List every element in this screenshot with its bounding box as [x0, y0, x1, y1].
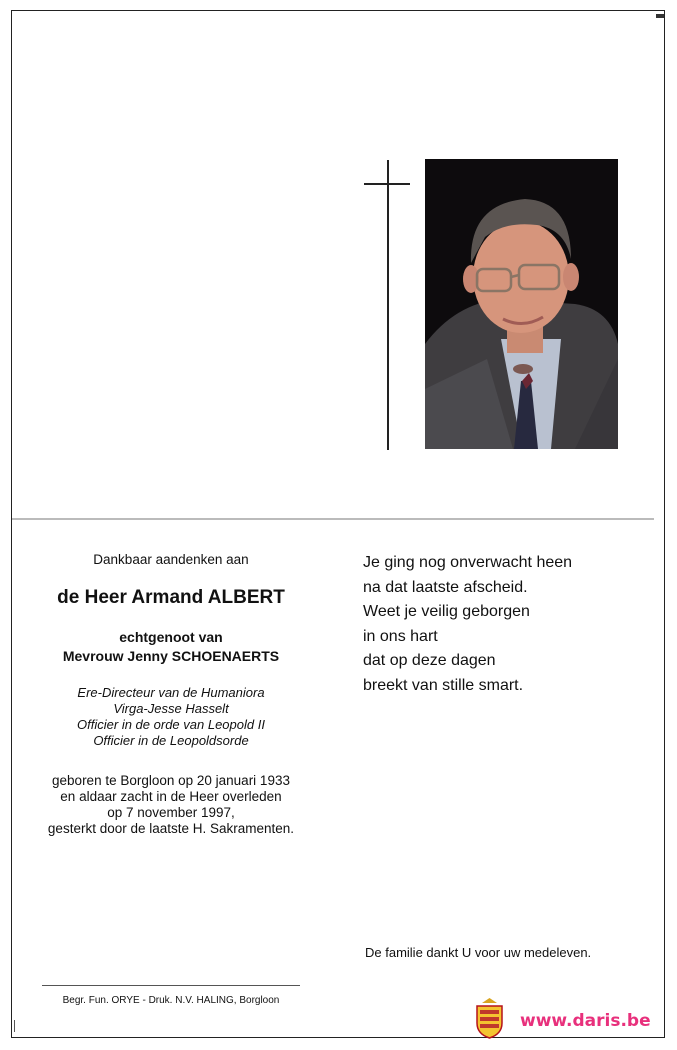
portrait-illustration	[425, 159, 618, 449]
fold-line	[12, 518, 654, 520]
portrait-photo	[425, 159, 618, 449]
printer-credit: Begr. Fun. ORYE - Druk. N.V. HALING, Borgloon	[62, 995, 280, 1006]
death-line: en aldaar zacht in de Heer overleden	[60, 789, 282, 804]
family-thanks: De familie dankt U voor uw medeleven.	[365, 945, 592, 960]
crest-icon	[474, 997, 505, 1039]
cross-icon	[387, 160, 389, 450]
birth-line: geboren te Borgloon op 20 januari 1933	[52, 773, 290, 788]
poem-line: breekt van stille smart.	[363, 676, 524, 694]
poem	[363, 551, 572, 699]
spouse-name: Mevrouw Jenny SCHOENAERTS	[62, 648, 280, 664]
poem-line: Weet je veilig geborgen	[363, 603, 530, 621]
death-date-line: op 7 november 1997,	[107, 805, 235, 820]
poem-line: na dat laatste afscheid.	[363, 578, 528, 596]
sacraments-line: gesterkt door de laatste H. Sakramenten.	[47, 821, 295, 836]
poem-line: dat op deze dagen	[363, 652, 496, 670]
divider	[42, 985, 300, 986]
corner-mark	[656, 14, 664, 18]
intro-text: Dankbaar aandenken aan	[93, 552, 249, 567]
title-line: Officier in de orde van Leopold II	[77, 717, 265, 732]
spouse-line-1: echtgenoot van	[119, 629, 223, 645]
poem-line: in ons hart	[363, 627, 438, 645]
watermark-link[interactable]: www.daris.be	[520, 1011, 651, 1031]
birth-death-info	[40, 773, 302, 837]
title-line: Officier in de Leopoldsorde	[93, 733, 249, 748]
honorary-titles	[40, 685, 302, 749]
deceased-name: de Heer Armand ALBERT	[57, 587, 285, 608]
title-line: Virga-Jesse Hasselt	[113, 701, 229, 716]
poem-line: Je ging nog onverwacht heen	[363, 554, 573, 571]
edge-mark	[14, 1020, 15, 1032]
title-line: Ere-Directeur van de Humaniora	[77, 685, 265, 700]
cross-icon-bar	[364, 183, 410, 185]
